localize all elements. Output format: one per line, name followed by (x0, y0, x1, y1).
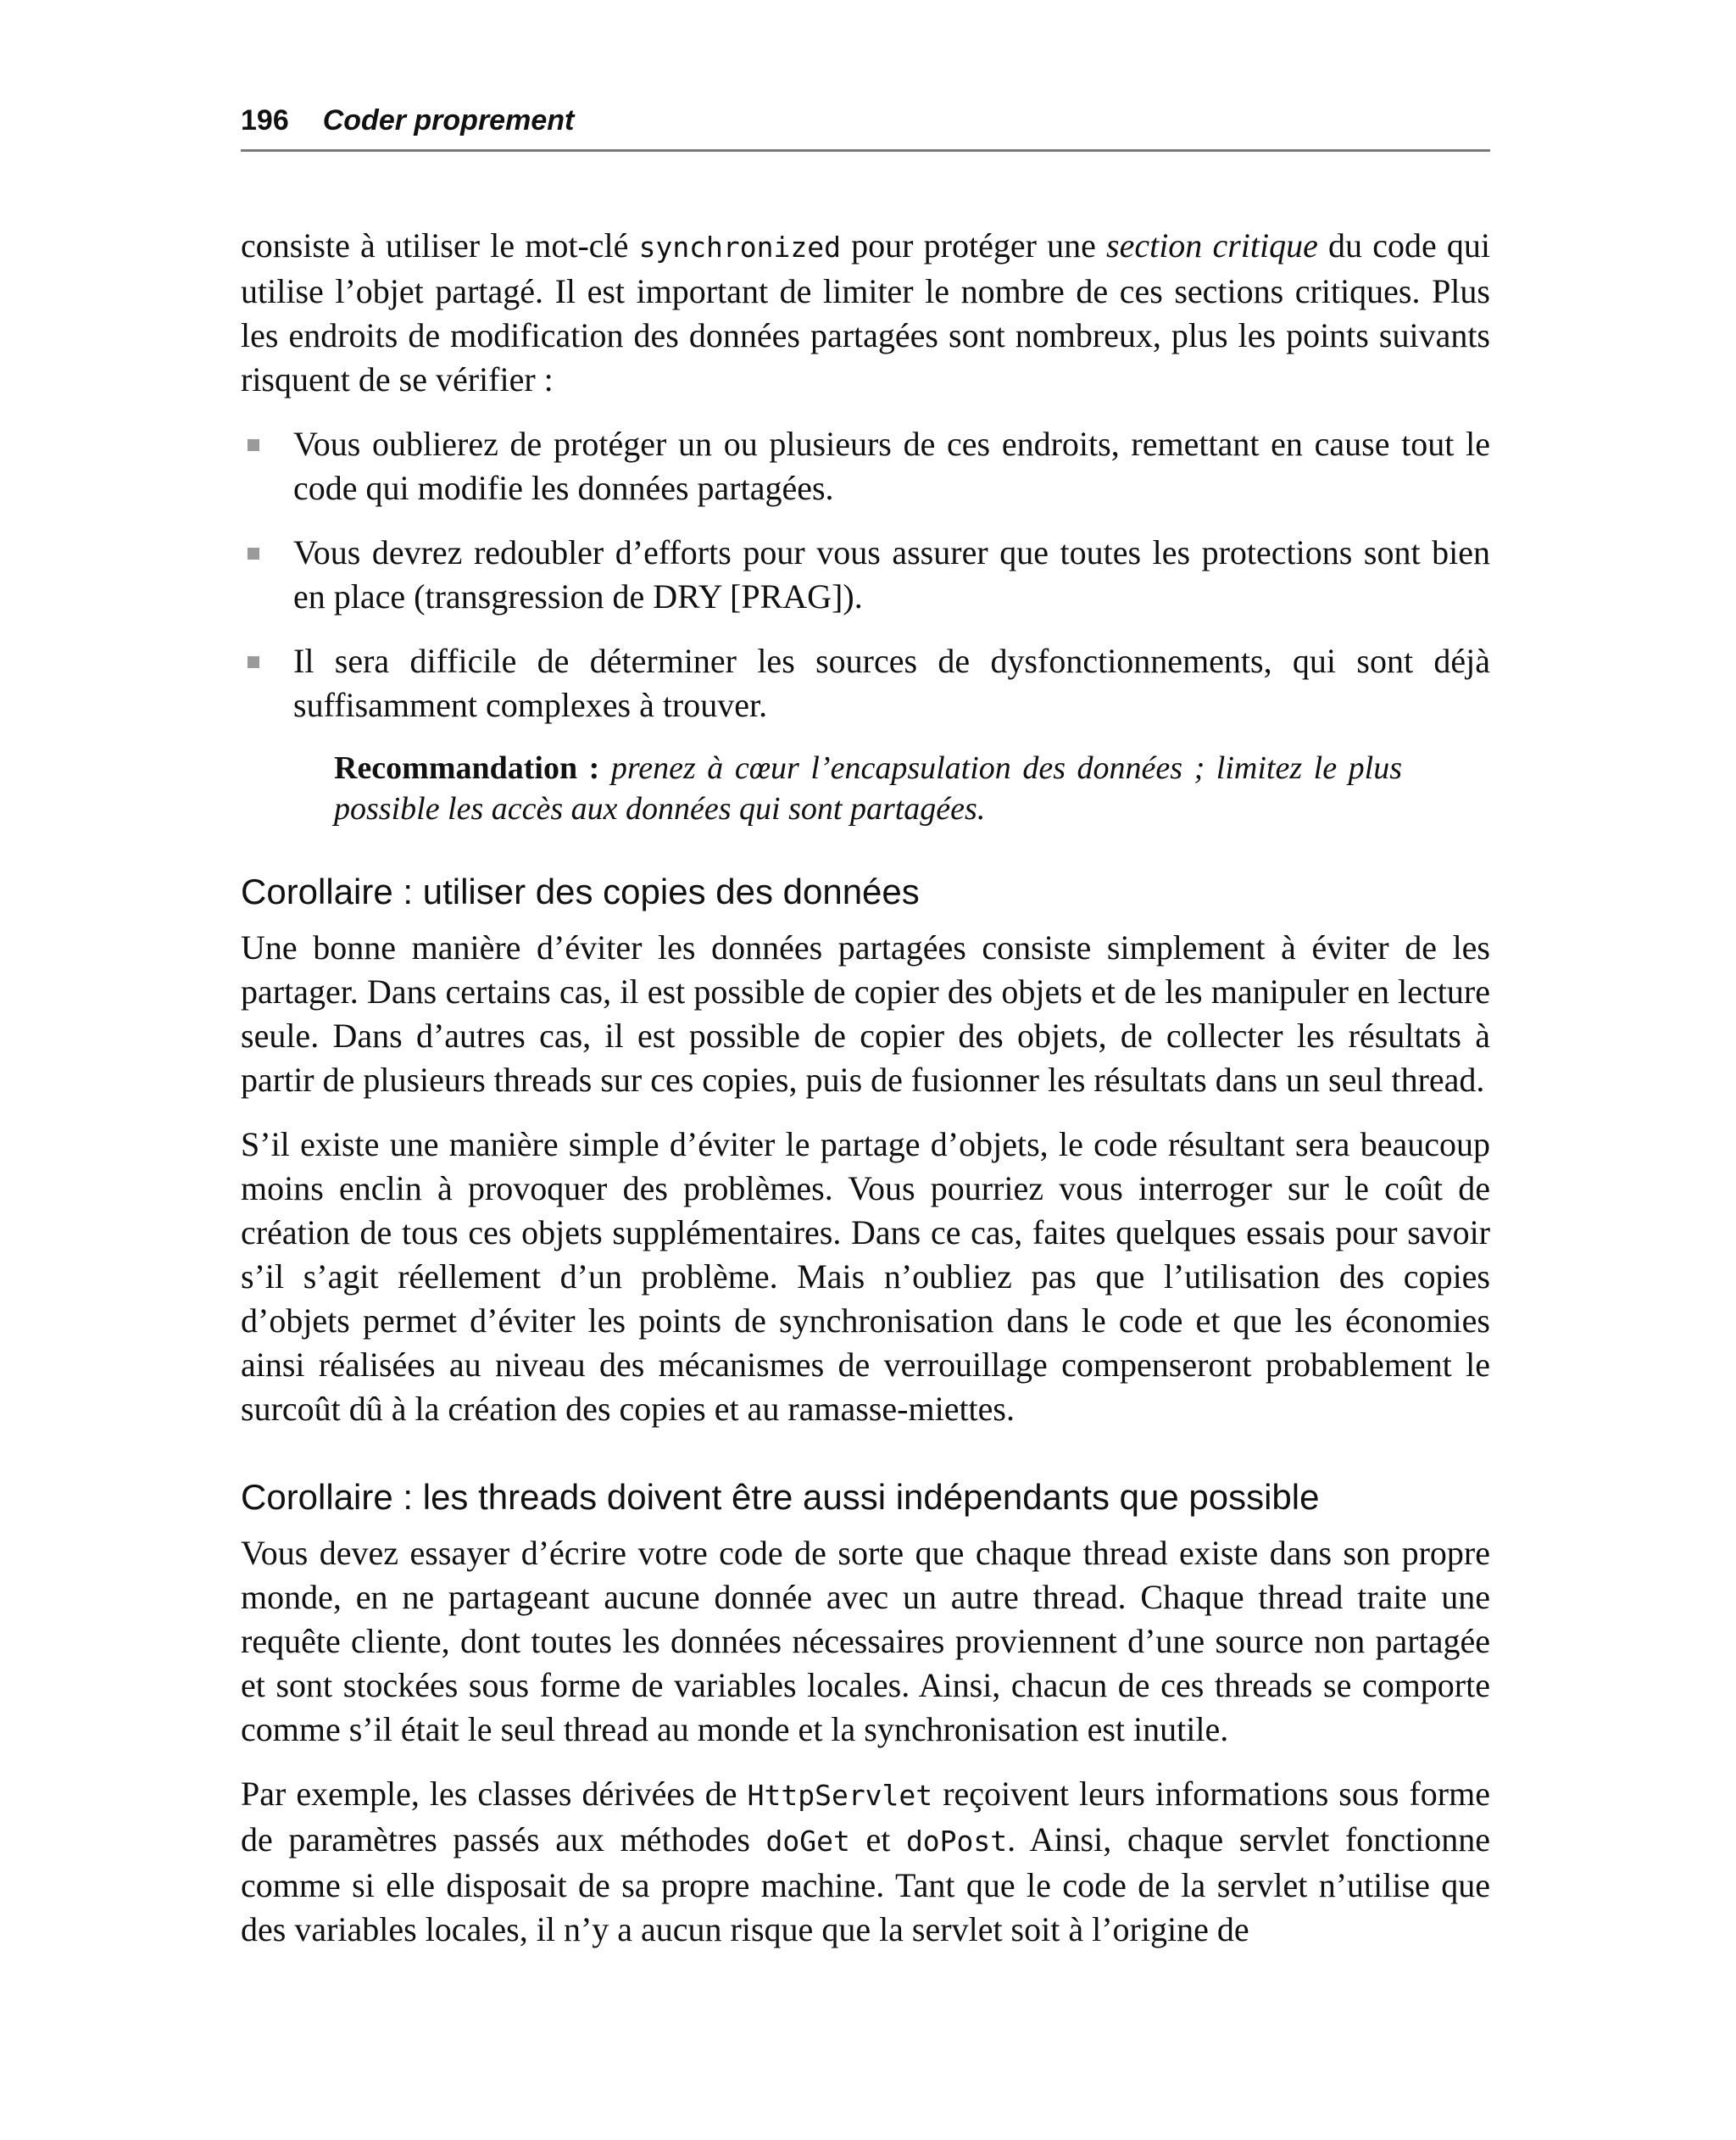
header-rule (241, 149, 1490, 152)
bullet-text: Il sera difficile de déterminer les sources de dysfonctionnements, qui sont déjà suffisamment complexes à trouver. (293, 642, 1490, 724)
code-dopost: doPost (905, 1825, 1008, 1858)
bullet-item (241, 531, 1490, 619)
square-bullet-icon (248, 439, 259, 451)
servlet-text-2: reçoivent leurs informations sous forme de paramètres passés aux méthodes (241, 1775, 1490, 1859)
section-heading-independent-threads: Corollaire : les threads doivent être aussi indépendants que possible (241, 1477, 1320, 1517)
code-doget: doGet (765, 1825, 850, 1858)
section2-paragraph-servlet (241, 1772, 1490, 1952)
section2-paragraph: Vous devez essayer d’écrire votre code de sorte que chaque thread existe dans son propre monde, en ne partageant aucune donnée avec un autre thread. Chaque thread traite une requête cliente, dont toutes les données nécessaires proviennent d’une source non partagée et sont stockées sous forme de variables locales. Ainsi, chacun de ces threads se comporte comme s’il était le seul thread au monde et la synchronisation est inutile. (241, 1534, 1490, 1748)
section-heading-copies: Corollaire : utiliser des copies des données (241, 872, 920, 911)
section1-paragraph: Une bonne manière d’éviter les données partagées consiste simplement à éviter de les partager. Dans certains cas, il est possible de copier des objets et de les manipuler en lecture seule. Dans d’autres cas, il est possible de copier des objets, de collecter les résultats à partir de plusieurs threads sur ces copies, puis de fusionner les résultats dans un seul thread. (241, 928, 1490, 1099)
emphasis-section-critique: section critique (1106, 226, 1318, 265)
servlet-text-3: et (849, 1820, 906, 1859)
code-synchronized: synchronized (638, 231, 841, 264)
intro-paragraph (241, 224, 1490, 402)
servlet-text-1: Par exemple, les classes dérivées de (241, 1775, 748, 1813)
recommendation-text: prenez à cœur l’encapsulation des données ; limitez le plus possible les accès aux données qui sont partagées. (334, 750, 1402, 827)
recommendation-box (334, 748, 1402, 829)
servlet-text-4: . Ainsi, chaque servlet fonctionne comme si elle disposait de sa propre machine. Tant que le code de la servlet n’utilise que des variables locales, il n’y a aucun risque que la servlet soit à l’origine de (241, 1820, 1490, 1948)
section1-paragraph: S’il existe une manière simple d’éviter le partage d’objets, le code résultant sera beaucoup moins enclin à provoquer des problèmes. Vous pourriez vous interroger sur le coût de création de tous ces objets supplémentaires. Dans ce cas, faites quelques essais pour savoir s’il s’agit réellement d’un problème. Mais n’oubliez pas que l’utilisation des copies d’objets permet d’éviter les points de synchronisation dans le code et que les économies ainsi réalisées au niveau des mécanismes de verrouillage compenseront probablement le surcoût dû à la création des copies et au ramasse-miettes. (241, 1125, 1490, 1428)
recommendation-label: Recommandation : (334, 750, 600, 786)
section-spacer (241, 1452, 1490, 1472)
intro-text-2: pour protéger une (841, 226, 1106, 265)
intro-text-1: consiste à utiliser le mot-clé (241, 226, 639, 265)
bullet-list (241, 422, 1490, 727)
intro-text-3: du code qui utilise l’objet partagé. Il est important de limiter le nombre de ces sections critiques. Plus les endroits de modification des données partagées sont nombreux, plus les points suivants risquent de se vérifier : (241, 226, 1491, 398)
bullet-text: Vous oublierez de protéger un ou plusieurs de ces endroits, remettant en cause tout le code qui modifie les données partagées. (293, 425, 1490, 507)
square-bullet-icon (248, 548, 259, 560)
page-number: 196 (241, 104, 289, 137)
bullet-item (241, 422, 1490, 510)
page-header (241, 100, 1490, 141)
page-body (241, 224, 1490, 1972)
bullet-text: Vous devrez redoubler d’efforts pour vous assurer que toutes les protections sont bien en place (transgression de DRY [PRAG]). (293, 533, 1490, 616)
code-httpservlet: HttpServlet (747, 1779, 933, 1812)
running-title: Coder proprement (322, 104, 575, 137)
bullet-item (241, 639, 1490, 727)
square-bullet-icon (248, 656, 259, 668)
